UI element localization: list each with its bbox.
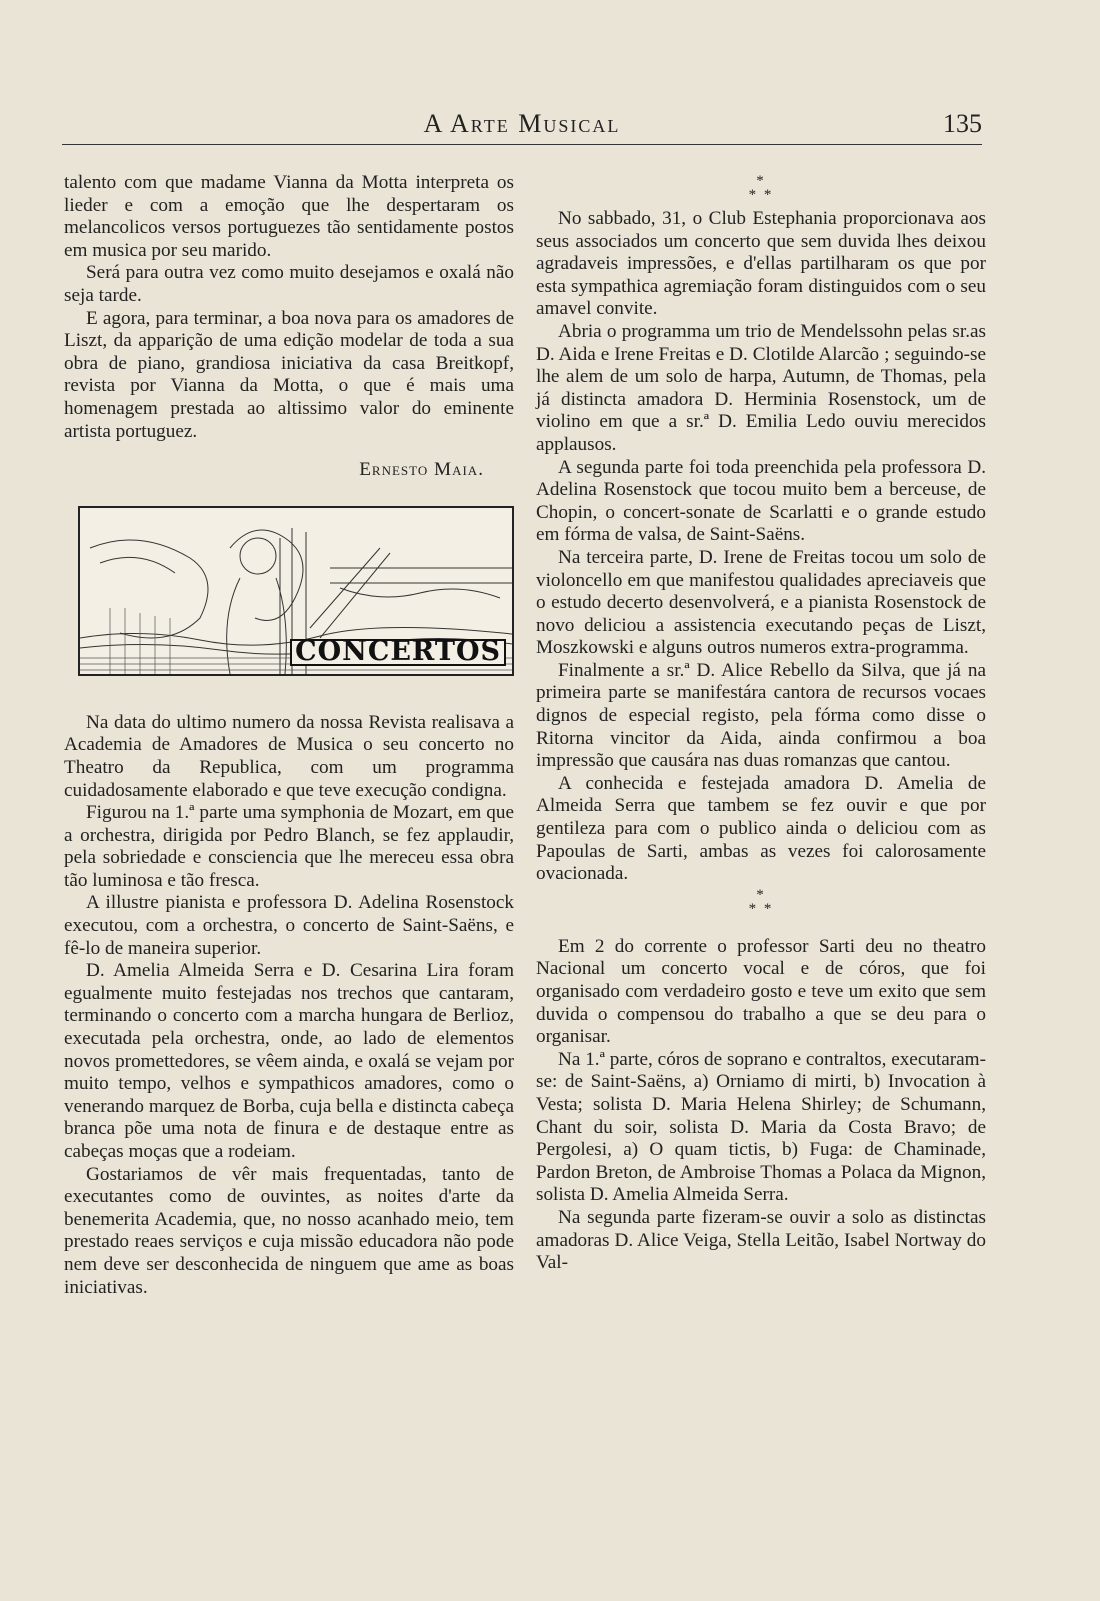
page-number: 135 <box>943 109 982 138</box>
author-signature: Ernesto Maia. <box>359 459 484 481</box>
page-header <box>62 104 982 145</box>
paragraph: Na 1.ª parte, córos de soprano e contraltos, executaram-se: de Saint-Saëns, a) Orniamo di mirti, b) Invocation à Vesta; solista D. Maria Helena Shirley; de Schumann, Chant du soir, solista D. Maria da Costa Bravo; de Pergolesi, a) O quam tictis, b) Fuga: de Chaminade, Pardon Breton, de Ambroise Thomas a Polaca da Mignon, solista D. Amelia Almeida Serra. <box>536 1048 986 1206</box>
paragraph: Será para outra vez como muito desejamos e oxalá não seja tarde. <box>64 262 514 306</box>
paragraph: Em 2 do corrente o professor Sarti deu no theatro Nacional um concerto vocal e de córos, que foi organisado com verdadeiro gosto e teve um exito que sem duvida o compensou do trabalho a que se deu para o organisar. <box>536 935 986 1048</box>
paragraph: Abria o programma um trio de Mendelssohn pelas sr.as D. Aida e Irene Freitas e D. Clotilde Alarcão ; seguindo-se lhe alem de um solo de harpa, Autumn, de Thomas, pela já distincta amadora D. Herminia Rosenstock, um de violino em que a sr.ª D. Emilia Ledo ouviu merecidos applausos. <box>536 320 986 455</box>
paragraph: A segunda parte foi toda preenchida pela professora D. Adelina Rosenstock que tocou muito bem a berceuse, de Chopin, o concert-sonate de Scarlatti e o grande estudo em fórma de valsa, de Saint-Saëns. <box>536 456 986 546</box>
paragraph: Na terceira parte, D. Irene de Freitas tocou um solo de violoncello em que manifestou qualidades apreciaveis que o estudo decerto desenvolverá, e a pianista Rosenstock de novo deliciou a assistencia executando peças de Liszt, Moszkowski e alguns outros numeros extra-programma. <box>536 546 986 659</box>
running-title: A Arte Musical <box>423 109 621 138</box>
paragraph: Gostariamos de vêr mais frequentadas, tanto de executantes como de ouvintes, as noites d'arte da benemerita Academia, que, no nosso acanhado meio, tem prestado reaes serviços e cuja missão educadora não pode nem deve ser desconhecida de ninguem que ame as boas iniciativas. <box>64 1163 514 1298</box>
right-column <box>536 172 986 1275</box>
paragraph: Na data do ultimo numero da nossa Revista realisava a Academia de Amadores de Musica o seu concerto no Theatro da Republica, com um programma cuidadosamente elaborado e que teve execução condigna. <box>64 711 514 801</box>
asterism-separator: * * * <box>748 173 774 203</box>
asterism-separator: * * * <box>748 886 774 917</box>
paragraph: talento com que madame Vianna da Motta interpreta os lieder e com a emoção que lhe despertaram os melancolicos versos portuguezes tão sentidamente postos em musica por seu marido. <box>64 172 514 261</box>
paragraph: A illustre pianista e professora D. Adelina Rosenstock executou, com a orchestra, o concerto de Saint-Saëns, e fê-lo de maneira superior. <box>64 892 514 959</box>
paragraph: Na segunda parte fizeram-se ouvir a solo as distinctas amadoras D. Alice Veiga, Stella Leitão, Isabel Nortway do Val- <box>536 1206 986 1274</box>
concertos-illustration <box>78 506 514 676</box>
paragraph: D. Amelia Almeida Serra e D. Cesarina Lira foram egualmente muito festejadas nos trechos que cantaram, terminando o concerto com a marcha hungara de Berlioz, executada pela orchestra, onde, ao lado de elementos novos promettedores, se vêem ainda, e oxalá se vejam por muito tempo, velhos e sympathicos amadores, como o venerando marquez de Borba, cuja bella e distincta cabeça branca põe uma nota de finura e de destaque entre as cabeças moças que a rodeiam. <box>64 960 514 1162</box>
paragraph: Figurou na 1.ª parte uma symphonia de Mozart, em que a orchestra, dirigida por Pedro Blanch, se fez applaudir, pela sobriedade e consciencia que lhe mereceu essa obra tão luminosa e tão fresca. <box>64 802 514 891</box>
paragraph: E agora, para terminar, a boa nova para os amadores de Liszt, da apparição de uma edição modelar de toda a sua obra de piano, grandiosa iniciativa da casa Breitkopf, revista por Vianna da Motta, o que é mais uma homenagem prestada ao altissimo valor do eminente artista portuguez. <box>64 307 514 442</box>
paragraph: No sabbado, 31, o Club Estephania proporcionava aos seus associados um concerto que sem duvida lhes deixou agradaveis impressões, e d'ellas partilharam os que por esta sympathica agremiação foram distinguidos com o seu amavel convite. <box>536 208 986 320</box>
paragraph: Finalmente a sr.ª D. Alice Rebello da Silva, que já na primeira parte se manifestára cantora de recursos vocaes dignos de especial registo, pela fórma como disse o Ritorna vincitor da Aida, ainda confirmou a boa impressão que causára nas duas romanzas que cantou. <box>536 659 986 772</box>
paragraph: A conhecida e festejada amadora D. Amelia de Almeida Serra que tambem se fez ouvir e que por gentileza para com o publico ainda o deliciou com as Papoulas de Sarti, ambas as vezes foi calorosamente ovacionada. <box>536 772 986 885</box>
concertos-heading: CONCERTOS <box>290 639 506 666</box>
left-column <box>64 172 514 1299</box>
